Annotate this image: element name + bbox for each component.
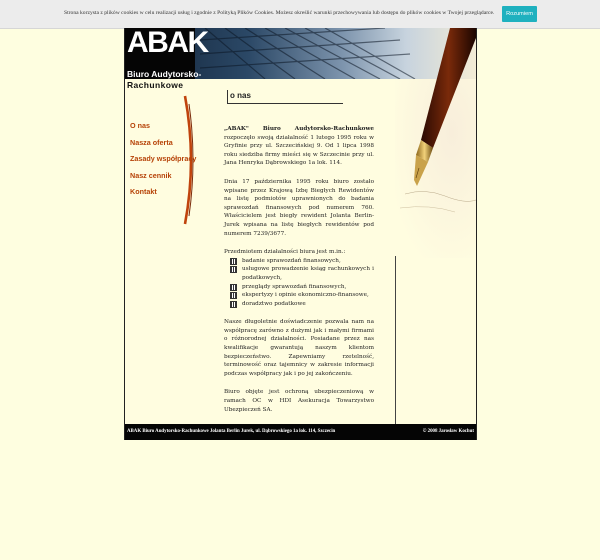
paragraph-experience: Nasze długoletnie doświadczenie pozwala nam na współpracę zarówno z dużymi jak i małymi firmami o różnorodnej działalności. Posiadane przez nas kwalifikacje gwarantują naszym klientom bezpieczeństwo. Zapewniamy rzetelność, terminowość oraz tajemnicy w zakresie informacji podczas współpracy jak i po jej zakończeniu. xyxy=(224,319,374,377)
bullet-icon xyxy=(230,301,237,308)
list-item xyxy=(230,291,374,300)
nav-item-o-nas[interactable]: O nas xyxy=(130,121,150,130)
company-name: „ABAK" Biuro Audytorsko-Rachunkowe xyxy=(224,126,374,132)
footer xyxy=(125,424,476,440)
footer-address: ABAK Biuro Audytorsko-Rachunkowe Jolanta Berlin Jurek, ul. Dąbrowskiego 1a lok. 114, Szczecin xyxy=(127,429,336,434)
nav-item-cennik[interactable]: Nasz cennik xyxy=(130,170,172,180)
cookie-text: Strona korzysta z plików cookies w celu realizacji usług i zgodnie z Polityką Plików Cookies. Możesz określić warunki przechowywania lub dostępu do plików cookies w Twojej przeglądarce. xyxy=(64,10,495,16)
cookie-accept-button[interactable]: Rozumiem xyxy=(502,6,537,22)
cookie-banner xyxy=(0,0,600,29)
logo-subtitle-1: Biuro Audytorsko- xyxy=(127,69,202,79)
main-content xyxy=(224,125,374,424)
title-divider-vertical xyxy=(227,90,228,104)
right-column-divider xyxy=(395,256,396,424)
list-item-text: przeglądy sprawozdań finansowych, xyxy=(242,283,347,290)
list-item xyxy=(230,265,374,282)
page-frame xyxy=(124,28,477,440)
nav-item-oferta[interactable]: Nasza oferta xyxy=(130,137,173,147)
list-item xyxy=(230,283,374,292)
list-item-text: ekspertyzy i opinie ekonomiczno-finansowe, xyxy=(242,292,369,299)
list-item-text: doradztwo podatkowe xyxy=(242,300,306,307)
section-title: o nas xyxy=(230,91,251,100)
paragraph-intro xyxy=(224,125,374,168)
footer-copyright: © 2008 Jarosław Kochut xyxy=(422,429,474,434)
logo-subtitle-2: Rachunkowe xyxy=(127,80,184,90)
logo[interactable] xyxy=(125,26,208,79)
pen-image xyxy=(395,28,476,258)
title-divider xyxy=(227,103,343,104)
bullet-icon xyxy=(230,258,237,265)
logo-name: ABAK xyxy=(127,26,208,59)
nav-item-kontakt[interactable]: Kontakt xyxy=(130,187,157,197)
paragraph-insurance: Biuro objęte jest ochroną ubezpieczeniową w ramach OC w HDI Asekuracja Towarzystwo Ubezpieczeń SA. xyxy=(224,389,374,413)
bullet-icon xyxy=(230,266,237,273)
list-item xyxy=(230,300,374,309)
services-list xyxy=(230,257,374,309)
list-item-text: badanie sprawozdań finansowych, xyxy=(242,257,341,264)
nav-item-zasady[interactable]: Zasady współpracy xyxy=(130,154,197,164)
list-item-text: usługowe prowadzenie ksiąg rachunkowych i podatkowych, xyxy=(242,266,374,281)
bullet-icon xyxy=(230,284,237,291)
main-nav xyxy=(130,121,196,204)
paragraph-registration: Dnia 17 października 1995 roku biuro zostało wpisane przez Krajową Izbę Biegłych Rewidentów na listę podmiotów uprawnionych do badania sprawozdań finansowych pod numerem 760. Właścicielem jest biegły rewident Jolanta Berlin-Jurek wpisana na listę biegłych rewidentów pod numerem 7239/3677. xyxy=(224,178,374,237)
bullet-icon xyxy=(230,292,237,299)
paragraph-intro-text: rozpoczęło swoją działalność 1 lutego 1995 roku w Gryfinie przy ul. Szczecińskiej 9. Od 1 lipca 1998 roku siedziba firmy mieści się w Szczecinie przy ul. Jana Henryka Dąbrowskiego 1a lok. 114. xyxy=(224,134,374,167)
services-intro: Przedmiotem działalności biura jest m.in.: xyxy=(224,249,346,256)
list-item xyxy=(230,257,374,266)
